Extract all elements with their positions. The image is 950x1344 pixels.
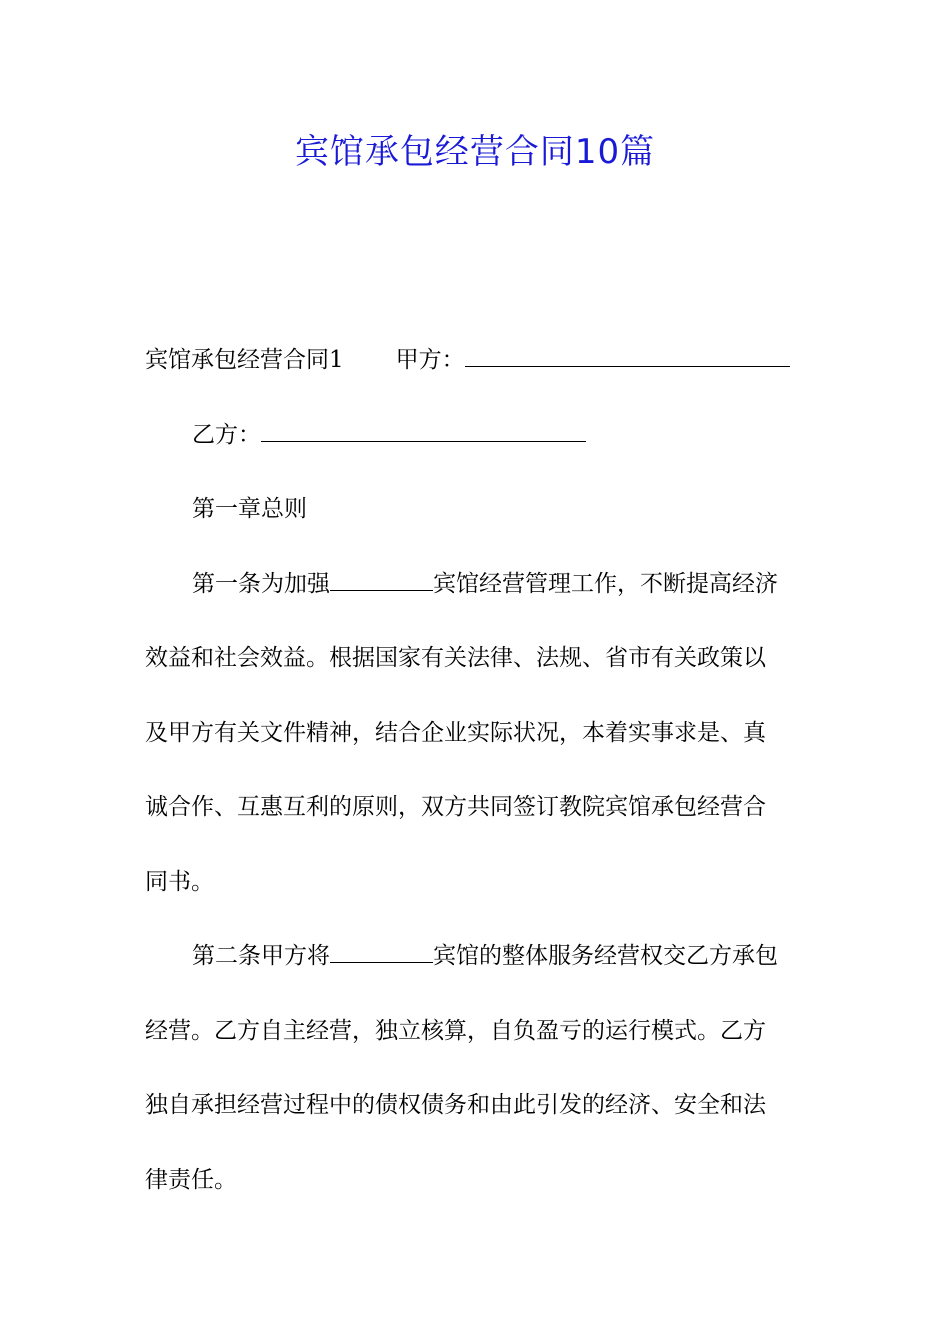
- party-b-blank: [261, 421, 586, 442]
- party-a-blank: [465, 346, 790, 367]
- article-2-line-4: 律责任。: [145, 1166, 237, 1193]
- article-2-line-2: 经营。乙方自主经营，独立核算，自负盈亏的运行模式。乙方: [145, 1017, 766, 1044]
- party-a-label: 甲方：: [395, 347, 465, 373]
- article-2-blank: [330, 942, 433, 963]
- article-1-blank: [330, 570, 433, 591]
- article-1-line-1: [145, 558, 810, 633]
- article-1-prefix: 第一条为加强: [192, 570, 330, 597]
- article-1-line-5: 同书。: [145, 868, 214, 895]
- party-b-line: [145, 409, 810, 484]
- document-body: [145, 334, 810, 1228]
- article-1-line-4: 诚合作、互惠互利的原则，双方共同签订教院宾馆承包经营合: [145, 794, 766, 820]
- article-2-line-1: [145, 930, 810, 1005]
- chapter-heading: 第一章总则: [192, 496, 307, 522]
- contract-heading: 宾馆承包经营合同1: [145, 347, 344, 373]
- contract-heading-line: [145, 334, 810, 409]
- article-2-suffix: 宾馆的整体服务经营权交乙方承包: [433, 943, 778, 969]
- document-title: 宾馆承包经营合同10篇: [294, 132, 656, 172]
- article-2-prefix: 第二条甲方将: [192, 943, 330, 969]
- article-1-suffix: 宾馆经营管理工作，不断提高经济: [433, 570, 778, 597]
- article-1-line-2: 效益和社会效益。根据国家有关法律、法规、省市有关政策以: [145, 645, 766, 671]
- article-2-line-3: 独自承担经营过程中的债权债务和由此引发的经济、安全和法: [145, 1092, 766, 1118]
- article-1-line-3: 及甲方有关文件精神，结合企业实际状况，本着实事求是、真: [145, 719, 766, 746]
- party-b-label: 乙方：: [192, 421, 261, 448]
